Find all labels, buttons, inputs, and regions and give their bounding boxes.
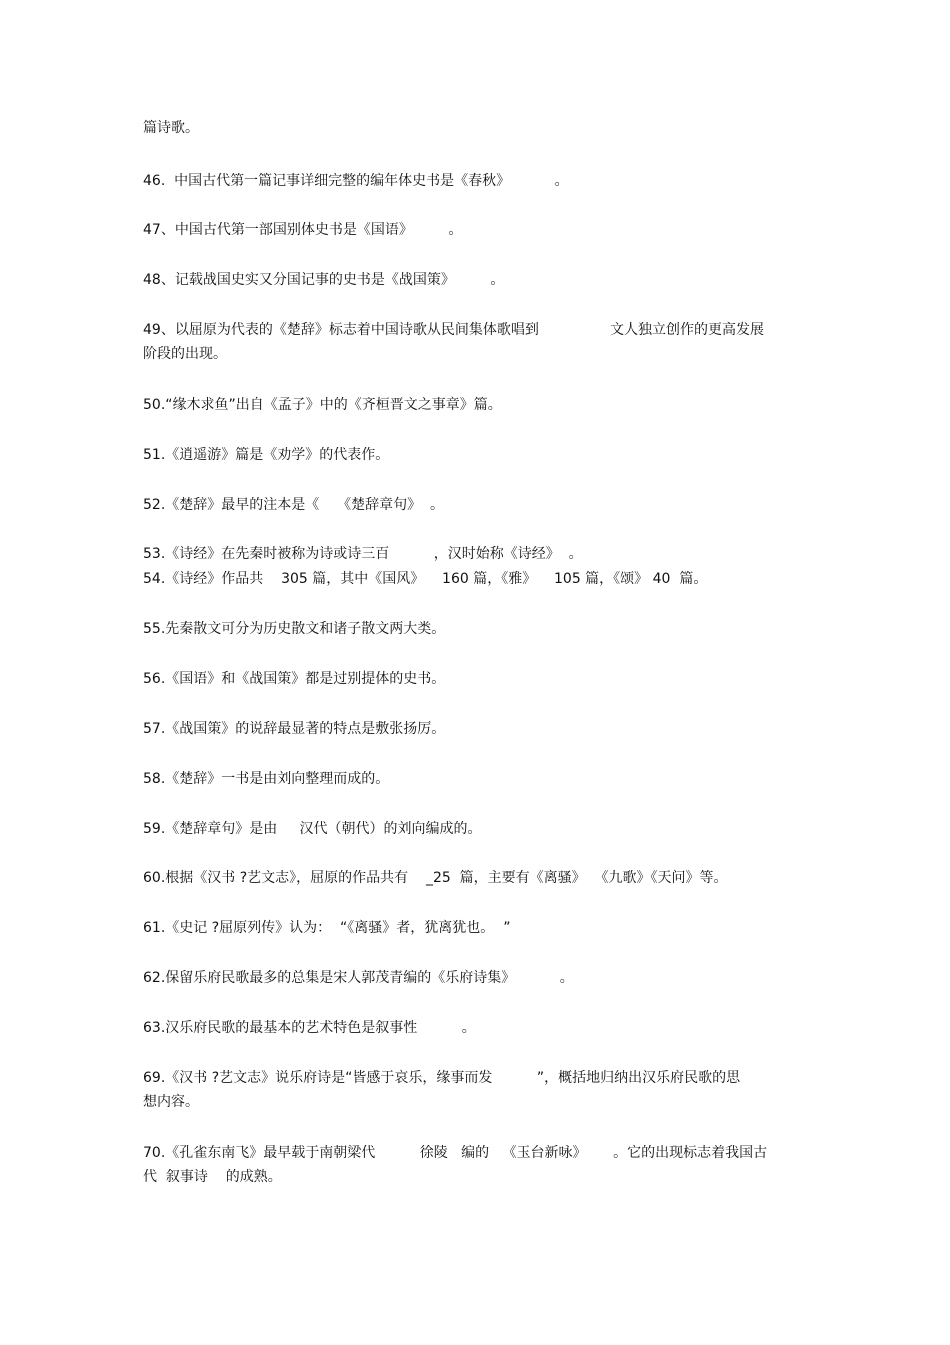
text-line: 48、记载战国史实又分国记事的史书是《战国策》 。 <box>143 272 505 288</box>
text-line: 52.《楚辞》最早的注本是《 《楚辞章句》 。 <box>143 497 444 513</box>
text-line: 62.保留乐府民歌最多的总集是宋人郭茂青编的《乐府诗集》 。 <box>143 970 574 986</box>
text-line: 69.《汉书 ?艺文志》说乐府诗是“皆感于哀乐，缘事而发 ”，概括地归纳出汉乐府民歌的思 <box>143 1070 741 1086</box>
text-line: 58.《楚辞》一书是由刘向整理而成的。 <box>143 771 390 787</box>
text-line: 代 叙事诗 的成熟。 <box>143 1169 282 1185</box>
text-line: 59.《楚辞章句》是由 汉代（朝代）的刘向编成的。 <box>143 821 482 837</box>
text-line: 49、以屈原为代表的《楚辞》标志着中国诗歌从民间集体歌唱到 文人独立创作的更高发展 <box>143 322 765 338</box>
text-line: 想内容。 <box>143 1094 199 1110</box>
text-line: 57.《战国策》的说辞最显著的特点是敷张扬厉。 <box>143 721 446 737</box>
text-line: 篇诗歌。 <box>143 120 199 136</box>
text-line: 47、中国古代第一部国别体史书是《国语》 。 <box>143 222 463 238</box>
text-line: 54.《诗经》作品共 305 篇，其中《国风》 160 篇，《雅》 105 篇，《颂》 40 篇。 <box>143 571 708 587</box>
text-line: 63.汉乐府民歌的最基本的艺术特色是叙事性 。 <box>143 1020 476 1036</box>
text-line: 阶段的出现。 <box>143 346 227 362</box>
text-line: 60.根据《汉书 ?艺文志》，屈原的作品共有 _25 篇，主要有《离骚》 《九歌》《天问》等。 <box>143 870 728 886</box>
text-line: 70.《孔雀东南飞》最早载于南朝梁代 徐陵 编的 《玉台新咏》 。它的出现标志着我国古 <box>143 1145 768 1161</box>
text-line: 55.先秦散文可分为历史散文和诸子散文两大类。 <box>143 621 446 637</box>
text-line: 56.《国语》和《战国策》都是过别提体的史书。 <box>143 671 446 687</box>
text-line: 61.《史记 ?屈原列传》认为： “《离骚》者，犹离犹也。 ” <box>143 920 511 936</box>
text-line: 46. 中国古代第一篇记事详细完整的编年体史书是《春秋》 。 <box>143 173 569 189</box>
text-line: 51.《逍遥游》篇是《劝学》的代表作。 <box>143 447 390 463</box>
text-line: 53.《诗经》在先秦时被称为诗或诗三百 ，汉时始称《诗经》 。 <box>143 546 583 562</box>
text-line: 50.“缘木求鱼”出自《孟子》中的《齐桓晋文之事章》篇。 <box>143 397 502 413</box>
